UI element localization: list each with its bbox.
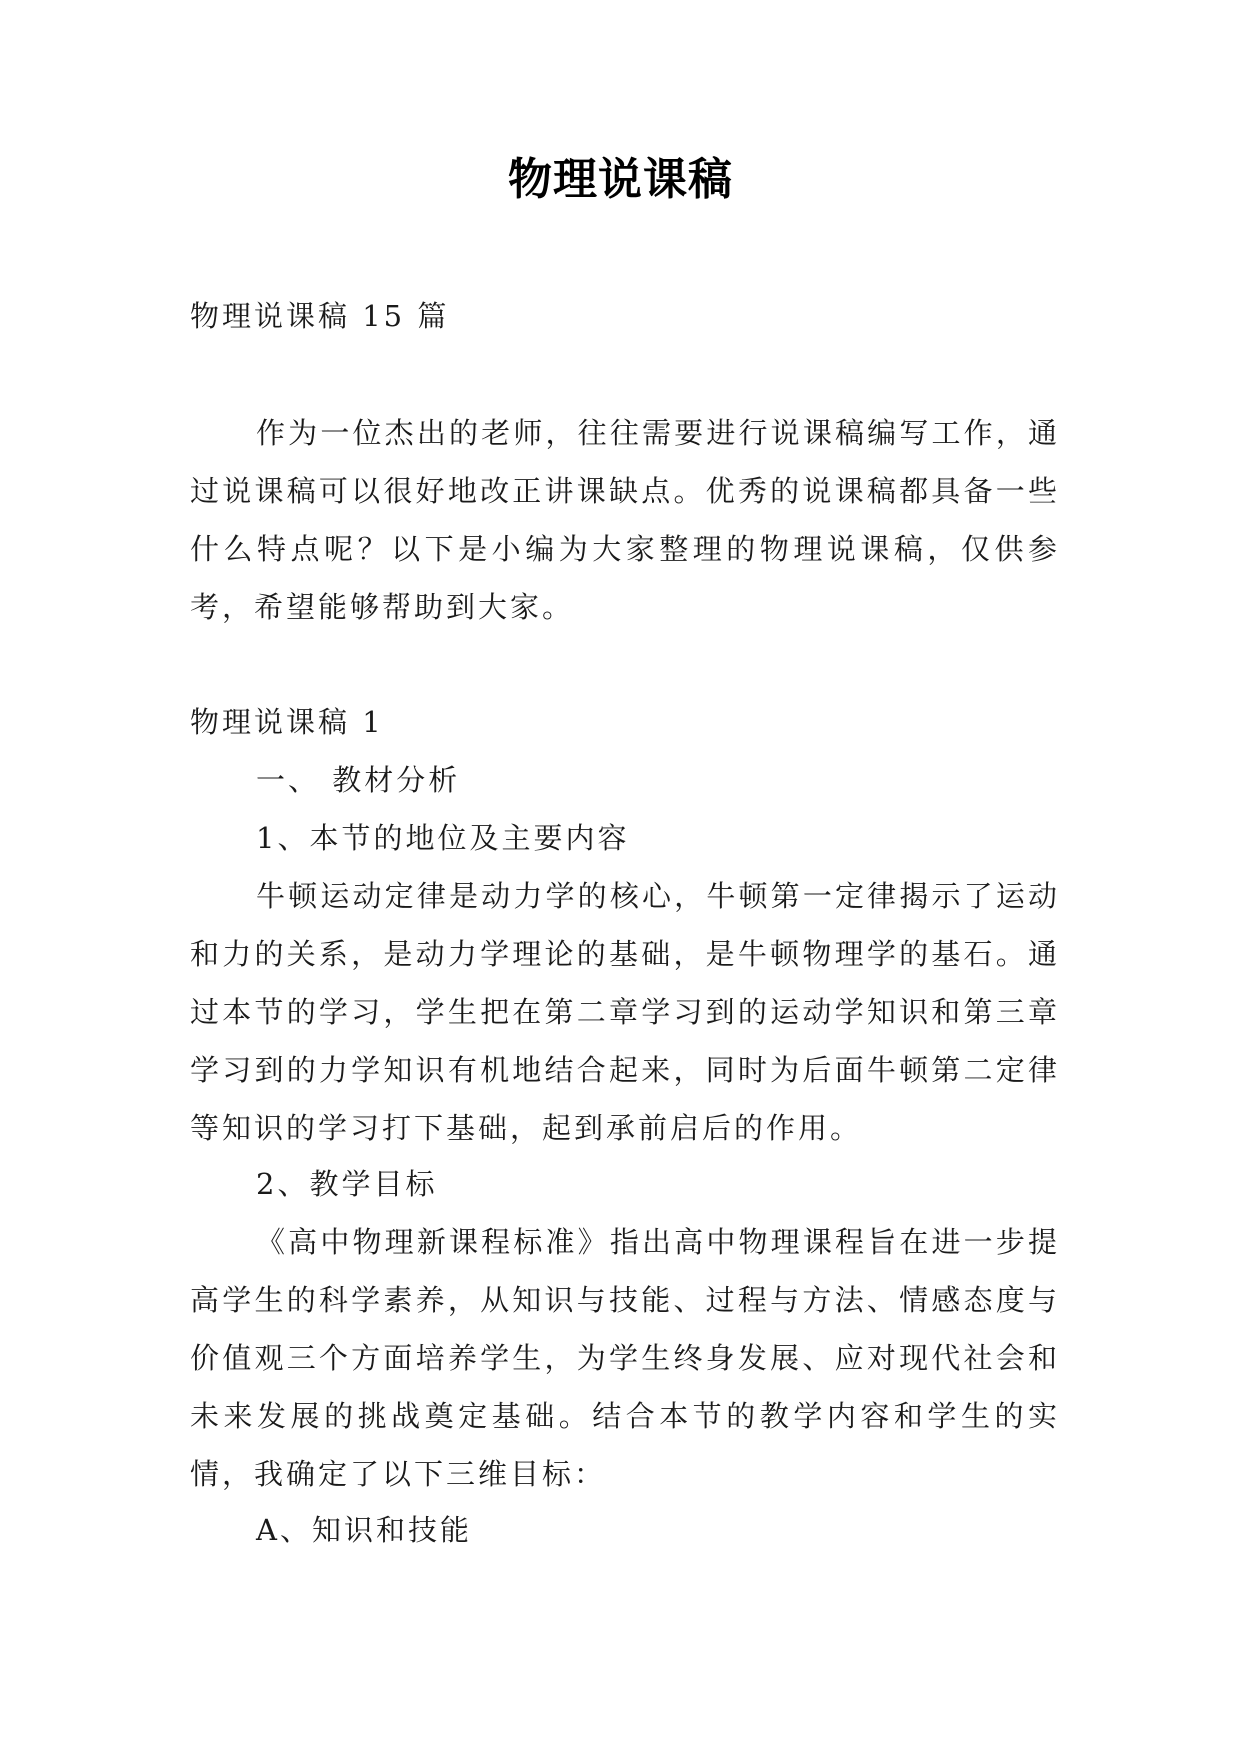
heading-knowledge-skills: A、知识和技能: [256, 1513, 472, 1547]
section-title: 物理说课稿 1: [190, 705, 384, 739]
document-subtitle: 物理说课稿 15 篇: [190, 299, 450, 333]
heading-textbook-analysis: 一、 教材分析: [256, 763, 461, 797]
heading-position-content: 1、本节的地位及主要内容: [256, 821, 630, 855]
body-paragraph: 牛顿运动定律是动力学的核心，牛顿第一定律揭示了运动和力的关系，是动力学理论的基础，是牛顿物理学的基石。通过本节的学习，学生把在第二章学习到的运动学知识和第三章学习到的力学知识有机地结合起来，同时为后面牛顿第二定律等知识的学习打下基础，起到承前启后的作用。: [190, 879, 1060, 1145]
intro-paragraph: 作为一位杰出的老师，往往需要进行说课稿编写工作，通过说课稿可以很好地改正讲课缺点。优秀的说课稿都具备一些什么特点呢？以下是小编为大家整理的物理说课稿，仅供参考，希望能够帮助到大家。: [190, 416, 1060, 624]
document-title: 物理说课稿: [508, 154, 733, 205]
heading-teaching-goals: 2、教学目标: [256, 1167, 438, 1201]
body-paragraph: 《高中物理新课程标准》指出高中物理课程旨在进一步提高学生的科学素养，从知识与技能、过程与方法、情感态度与价值观三个方面培养学生，为学生终身发展、应对现代社会和未来发展的挑战奠定基础。结合本节的教学内容和学生的实情，我确定了以下三维目标：: [190, 1225, 1060, 1491]
